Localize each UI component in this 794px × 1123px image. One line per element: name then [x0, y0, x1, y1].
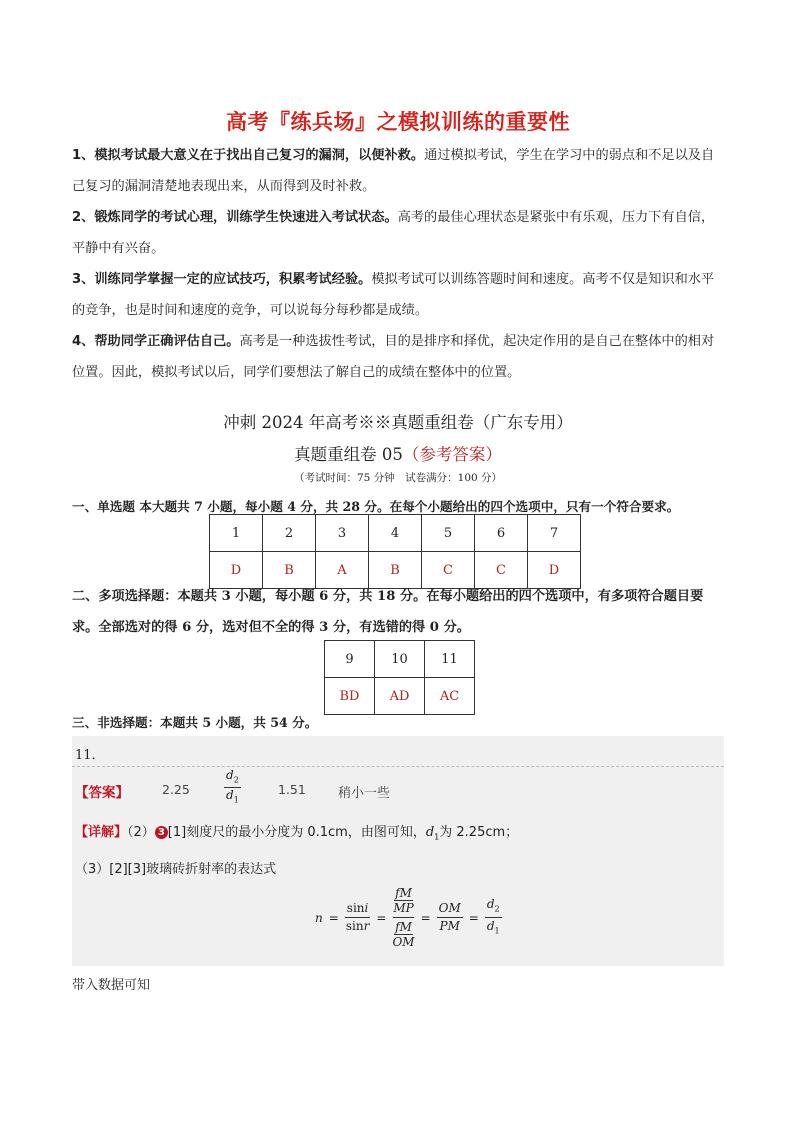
ratio-numerator: OM: [437, 900, 463, 918]
formula-lhs: n: [315, 910, 323, 925]
OM-term: OM: [392, 935, 415, 949]
circled-number: 3: [155, 826, 168, 839]
section-3-heading: 三、非选择题：本题共 5 小题，共 54 分。: [72, 715, 318, 730]
page-title: 高考『练兵场』之模拟训练的重要性: [226, 110, 570, 134]
angle-i: i: [364, 901, 369, 915]
question-number: 9: [325, 641, 375, 678]
d-denominator: [487, 918, 500, 939]
d-var: d: [486, 919, 495, 933]
detail-label: 【详解】: [75, 825, 128, 840]
answer-label: 【答案】: [75, 785, 129, 801]
point-3: [72, 264, 724, 326]
fraction-denominator: [226, 788, 239, 807]
answer-value-1: 2.25: [162, 782, 190, 797]
detail-var: d: [425, 825, 435, 840]
exam-title: 冲刺 2024 年高考※※真题重组卷（广东专用）: [223, 413, 573, 432]
question-number: 11: [425, 641, 475, 678]
section-2-heading: 二、多项选择题：本题共 3 小题，每小题 6 分，共 18 分。在每小题给出的四个选项中，有多项符合题目要求。全部选对的得 6 分，选对但不全的得 3 分，有选错的得 0 分。: [72, 589, 704, 635]
detail-tail: 为 2.25cm；: [439, 825, 519, 840]
d-sub: 1: [494, 926, 500, 936]
exam-subtitle-red: （参考答案）: [402, 445, 502, 464]
detail-var-sub: 1: [434, 832, 440, 842]
exam-info: （考试时间：75 分钟 试卷满分：100 分）: [293, 472, 503, 484]
equals-sign: =: [328, 910, 339, 925]
fraction-numerator: [224, 768, 241, 788]
question-number: 7: [528, 515, 581, 552]
equals-sign: =: [468, 910, 479, 925]
detail-text: [1]刻度尺的最小分度为 0.1cm，由图可知，: [167, 825, 426, 840]
divider: [72, 766, 724, 767]
answer-fraction: [224, 768, 241, 808]
sin-label: sin: [346, 901, 365, 915]
answer-cell: D: [210, 552, 263, 589]
question-number: 5: [422, 515, 475, 552]
detail-pre: （2）: [127, 825, 155, 840]
answer-cell: C: [422, 552, 475, 589]
point-4-bold: 4、帮助同学正确评估自己。: [72, 334, 240, 349]
inner-fraction: [392, 920, 414, 949]
equals-sign: =: [420, 910, 431, 925]
sin-label: sin: [345, 919, 364, 933]
point-1: [72, 140, 724, 202]
fM-term: fM: [395, 886, 412, 900]
exam-subtitle-main: 真题重组卷 05: [294, 445, 403, 464]
exam-subtitle: [72, 441, 724, 465]
point-3-bold: 3、训练同学掌握一定的应试技巧，积累考试经验。: [72, 272, 372, 287]
step-3-text: （3）[2][3]玻璃砖折射率的表达式: [75, 862, 277, 877]
question-number: 3: [316, 515, 369, 552]
ratio-fraction: [437, 900, 463, 935]
denominator-sub: 1: [233, 795, 239, 805]
sin-denominator: [346, 918, 369, 935]
detail-line: [75, 821, 518, 842]
point-1-bold: 1、模拟考试最大意义在于找出自己复习的漏洞，以便补救。: [72, 148, 425, 163]
numerator-sub: 2: [233, 775, 239, 785]
answer-cell: AD: [375, 678, 425, 715]
point-2-text: 高考的最佳心理状态是紧张中有乐观，压力下有自信，平静中有兴奋。: [72, 210, 715, 256]
MP-term: MP: [393, 901, 414, 915]
single-choice-answer-table: [209, 514, 581, 589]
question-number: 1: [210, 515, 263, 552]
answer-cell: B: [263, 552, 316, 589]
d-var: d: [486, 896, 495, 911]
refraction-formula: [315, 886, 502, 949]
multi-choice-answer-table: [324, 640, 475, 715]
question-11-block: [72, 736, 724, 966]
answer-cell: BD: [325, 678, 375, 715]
nested-fraction: [392, 886, 414, 949]
answer-cell: B: [369, 552, 422, 589]
table-row: [210, 515, 581, 552]
answer-cell: C: [475, 552, 528, 589]
continuation-text: 带入数据可知: [72, 978, 151, 993]
answer-value-4: 稍小一些: [338, 786, 391, 801]
d-fraction: [485, 896, 502, 940]
question-number: 10: [375, 641, 425, 678]
question-number: 2: [263, 515, 316, 552]
answer-cell: D: [528, 552, 581, 589]
question-number: 4: [369, 515, 422, 552]
section-1-heading: 一、单选题 本大题共 7 小题，每小题 4 分，共 28 分。在每个小题给出的四个选项中，只有一个符合要求。: [72, 499, 680, 514]
nested-numerator: [393, 886, 413, 918]
table-row: [325, 678, 475, 715]
equals-sign: =: [376, 910, 387, 925]
angle-r: r: [363, 919, 370, 933]
nested-denominator: [392, 918, 414, 949]
point-4: [72, 326, 724, 388]
question-number: 6: [475, 515, 528, 552]
numerator-var: d: [226, 768, 234, 782]
point-3-text: 模拟考试可以训练答题时间和速度。高考不仅是知识和水平的竞争，也是时间和速度的竞争，可以说每分每秒都是成绩。: [72, 272, 715, 318]
d-sub: 2: [494, 904, 500, 913]
question-number-label: 11．: [75, 748, 105, 763]
answer-cell: AC: [425, 678, 475, 715]
denominator-var: d: [226, 788, 234, 803]
d-numerator: [485, 896, 502, 918]
point-2-bold: 2、锻炼同学的考试心理，训练学生快速进入考试状态。: [72, 210, 398, 225]
table-row: [325, 641, 475, 678]
fM-term: fM: [395, 920, 412, 934]
sin-numerator: [345, 900, 371, 918]
inner-fraction: [393, 886, 413, 915]
point-2: [72, 202, 724, 264]
ratio-denominator: PM: [439, 919, 460, 933]
point-4-text: 高考是一种选拔性考试，目的是排序和择优，起决定作用的是自己在整体中的相对位置。因此，模拟考试以后，同学们要想法了解自己的成绩在整体中的位置。: [72, 334, 715, 380]
answer-cell: A: [316, 552, 369, 589]
point-1-text: 通过模拟考试，学生在学习中的弱点和不足以及自己复习的漏洞清楚地表现出来，从而得到及时补救。: [72, 148, 715, 194]
answer-value-3: 1.51: [278, 782, 306, 797]
sin-fraction: [345, 900, 371, 935]
